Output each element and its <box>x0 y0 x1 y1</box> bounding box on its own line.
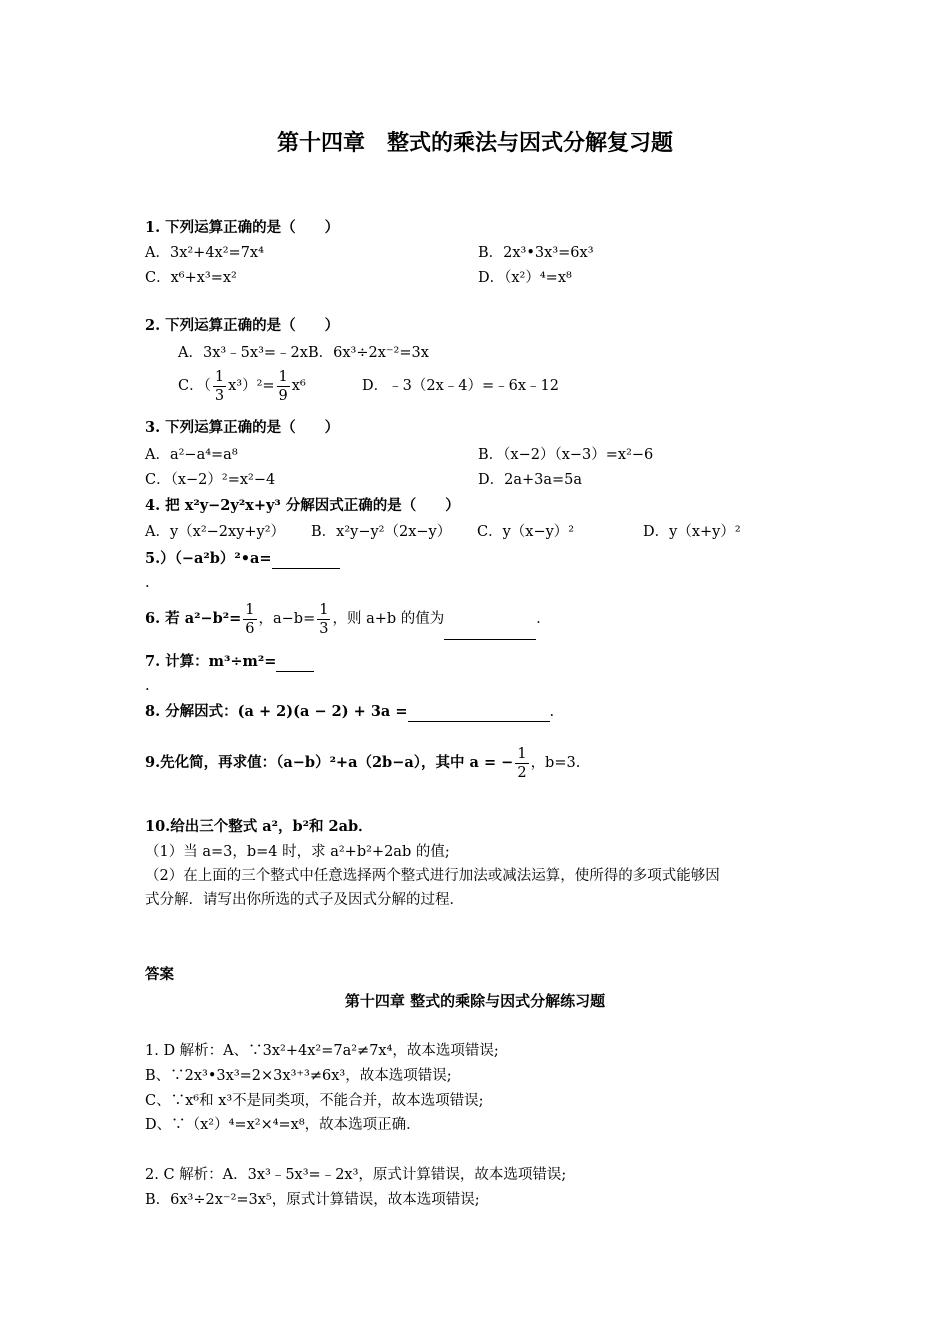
answer-label: 答案 <box>145 967 174 983</box>
a1-line-1: 1. D 解析：A、∵3x²+4x²=7a²≠7x⁴，故本选项错误; <box>145 1043 499 1059</box>
q4-option-d: D．y（x+y）² <box>643 524 741 540</box>
q3-stem: 3. 下列运算正确的是（ ） <box>145 419 340 436</box>
q4-option-c: C．y（x−y）² <box>477 524 575 540</box>
q10-part-1: （1）当 a=3，b=4 时，求 a²+b²+2ab 的值; <box>145 844 450 860</box>
q2-option-c: C．（ $\frac{1}{3}$ x³）²= $\frac{1}{9}$ x⁶ <box>178 368 306 404</box>
q1-option-b: B．2x³•3x³=6x³ <box>478 245 594 261</box>
q5-line: 5.）（−a²b）²•a= <box>145 548 340 569</box>
q8-answer-blank <box>408 701 550 722</box>
q10-stem: 10.给出三个整式 a²，b²和 2ab． <box>145 818 373 835</box>
q8-line: 8. 分解因式：(a + 2)(a − 2) + 3a = . <box>145 703 555 720</box>
q3-option-c: C．（x−2）²=x²−4 <box>145 472 276 488</box>
q9-line: 9.先化简，再求值：（a−b）²+a（2b−a），其中 a = − $\frac{1}{2}$ ，b=3. <box>145 745 581 781</box>
q6-fraction-1: $\frac{1}{6}$ <box>245 601 255 637</box>
q7-answer-blank <box>276 651 314 672</box>
q4-option-a: A．y（x²−2xy+y²） <box>145 524 286 540</box>
q3-option-b: B．（x−2）（x−3）=x²−6 <box>478 447 654 463</box>
q3-option-d: D．2a+3a=5a <box>478 472 583 488</box>
q1-option-d: D．（x²）⁴=x⁸ <box>478 270 572 286</box>
q10-part-2-line-2: 式分解．请写出你所选的式子及因式分解的过程． <box>145 892 464 908</box>
q9-fraction: $\frac{1}{2}$ <box>517 745 527 781</box>
q5-dot: . <box>145 575 150 591</box>
q3-option-a: A．a²−a⁴=a⁸ <box>145 447 238 463</box>
q2-stem: 2. 下列运算正确的是（ ） <box>145 317 340 334</box>
a1-line-3: C、∵x⁶和 x³不是同类项，不能合并，故本选项错误; <box>145 1093 484 1109</box>
q6-line: 6. 若 a²−b²= $\frac{1}{6}$ ，a−b= $\frac{1}{3}$ ，则 a+b 的值为 ． <box>145 597 551 640</box>
q4-option-b: B．x²y−y²（2x−y） <box>311 524 452 540</box>
q4-stem: 4. 把 x²y−2y²x+y³ 分解因式正确的是（ ） <box>145 497 460 514</box>
a1-line-2: B、∵2x³•3x³=2×3x³⁺³≠6x³，故本选项错误; <box>145 1068 452 1084</box>
a1-line-4: D、∵（x²）⁴=x²×⁴=x⁸，故本选项正确． <box>145 1117 421 1133</box>
q7-line: 7. 计算：m³÷m²= <box>145 651 314 672</box>
q5-answer-blank <box>272 548 340 569</box>
q2-options-ab: A．3x³﹣5x³=﹣2xB．6x³÷2x⁻²=3x <box>178 345 429 361</box>
q1-stem: 1. 下列运算正确的是（ ） <box>145 219 340 236</box>
a2-line-2: B．6x³÷2x⁻²=3x⁵，原式计算错误，故本选项错误; <box>145 1192 480 1208</box>
q6-answer-blank <box>444 597 536 640</box>
q2-fraction-1: $\frac{1}{3}$ <box>214 368 225 404</box>
q1-option-a: A．3x²+4x²=7x⁴ <box>145 245 264 261</box>
a2-line-1: 2. C 解析：A．3x³﹣5x³=﹣2x³，原式计算错误，故本选项错误; <box>145 1167 567 1183</box>
page-title: 第十四章 整式的乘法与因式分解复习题 <box>276 131 673 156</box>
q7-dot: . <box>145 678 150 694</box>
q6-fraction-2: $\frac{1}{3}$ <box>319 601 329 637</box>
q10-part-2-line-1: （2）在上面的三个整式中任意选择两个整式进行加法或减法运算，使所得的多项式能够因 <box>145 868 720 884</box>
q2-fraction-2: $\frac{1}{9}$ <box>278 368 288 404</box>
q2-option-d: D．﹣3（2x﹣4）=﹣6x﹣12 <box>362 378 559 394</box>
q1-option-c: C．x⁶+x³=x² <box>145 270 237 286</box>
answer-title: 第十四章 整式的乘除与因式分解练习题 <box>344 992 606 1010</box>
